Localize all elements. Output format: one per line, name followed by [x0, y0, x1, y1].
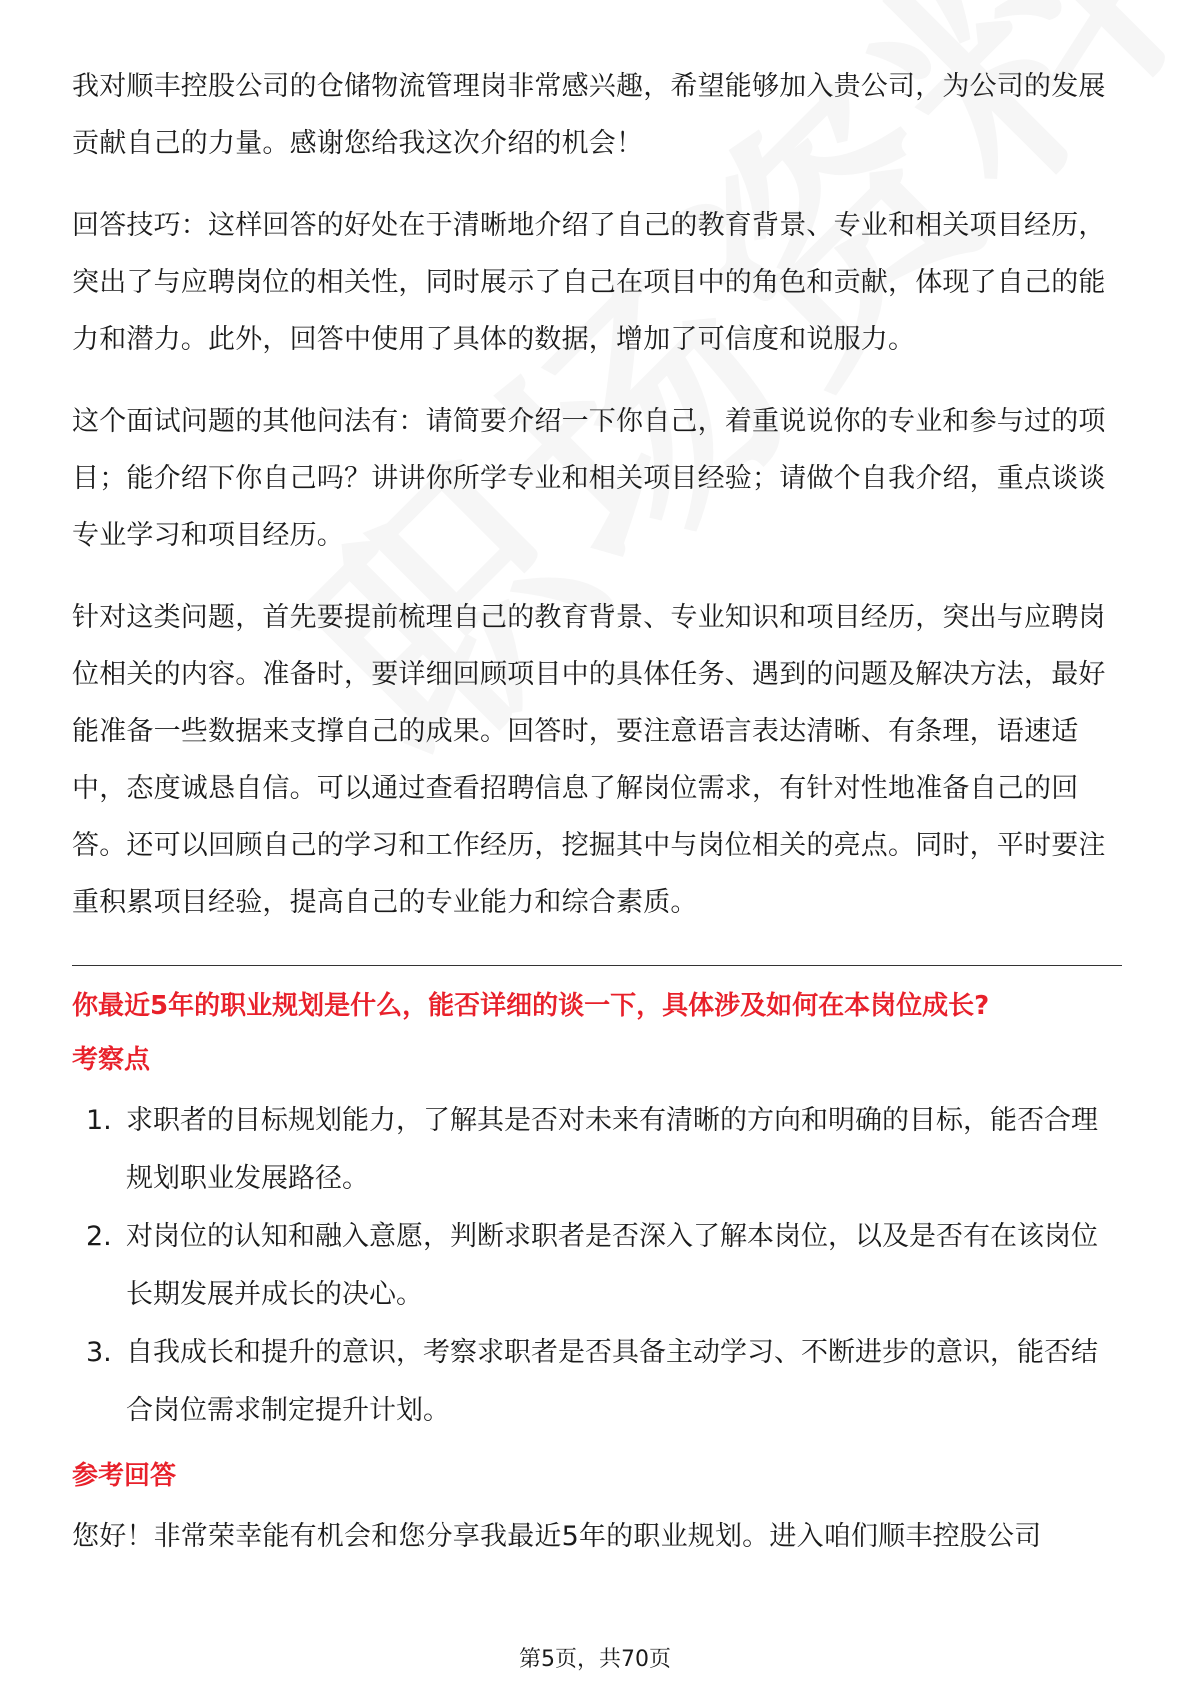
- page-number: 第5页，共70页: [519, 1647, 671, 1672]
- alternative-questions-paragraph: 这个面试问题的其他问法有：请简要介绍一下你自己，着重说说你的专业和参与过的项目；能介绍下你自己吗？讲讲你所学专业和相关项目经验；请做个自我介绍，重点谈谈专业学习和项目经历。: [72, 406, 1106, 551]
- list-item: [72, 1324, 1122, 1440]
- examine-points-label: 考察点: [72, 1045, 151, 1075]
- preparation-advice-paragraph: 针对这类问题，首先要提前梳理自己的教育背景、专业知识和项目经历，突出与应聘岗位相关的内容。准备时，要详细回顾项目中的具体任务、遇到的问题及解决方法，最好能准备一些数据来支撑自己的成果。回答时，要注意语言表达清晰、有条理，语速适中，态度诚恳自信。可以通过查看招聘信息了解岗位需求，有针对性地准备自己的回答。还可以回顾自己的学习和工作经历，挖掘其中与岗位相关的亮点。同时，平时要注重积累项目经验，提高自己的专业能力和综合素质。: [72, 602, 1106, 918]
- answer-tips-paragraph: 回答技巧：这样回答的好处在于清晰地介绍了自己的教育背景、专业和相关项目经历，突出了与应聘岗位的相关性，同时展示了自己在项目中的角色和贡献，体现了自己的能力和潜力。此外，回答中使用了具体的数据，增加了可信度和说服力。: [72, 210, 1106, 355]
- reference-answer-text: 您好！非常荣幸能有机会和您分享我最近5年的职业规划。进入咱们顺丰控股公司: [72, 1521, 1042, 1552]
- interview-question-title: 你最近5年的职业规划是什么，能否详细的谈一下，具体涉及如何在本岗位成长?: [72, 991, 990, 1021]
- page-content: [72, 58, 1122, 1590]
- list-item-text: 自我成长和提升的意识，考察求职者是否具备主动学习、不断进步的意识，能否结合岗位需求制定提升计划。: [126, 1337, 1098, 1426]
- list-item-number: 3.: [86, 1337, 112, 1368]
- section-divider: [72, 965, 1122, 966]
- list-item-text: 求职者的目标规划能力，了解其是否对未来有清晰的方向和明确的目标，能否合理规划职业发展路径。: [126, 1105, 1098, 1194]
- examine-points-list: [72, 1092, 1122, 1440]
- list-item-number: 1.: [86, 1105, 112, 1136]
- reference-answer-label: 参考回答: [72, 1461, 177, 1491]
- list-item: [72, 1092, 1122, 1208]
- list-item-text: 对岗位的认知和融入意愿，判断求职者是否深入了解本岗位，以及是否有在该岗位长期发展并成长的决心。: [126, 1221, 1098, 1310]
- list-item: [72, 1208, 1122, 1324]
- intro-closing-paragraph: 我对顺丰控股公司的仓储物流管理岗非常感兴趣，希望能够加入贵公司，为公司的发展贡献自己的力量。感谢您给我这次介绍的机会！: [72, 71, 1106, 159]
- list-item-number: 2.: [86, 1221, 112, 1252]
